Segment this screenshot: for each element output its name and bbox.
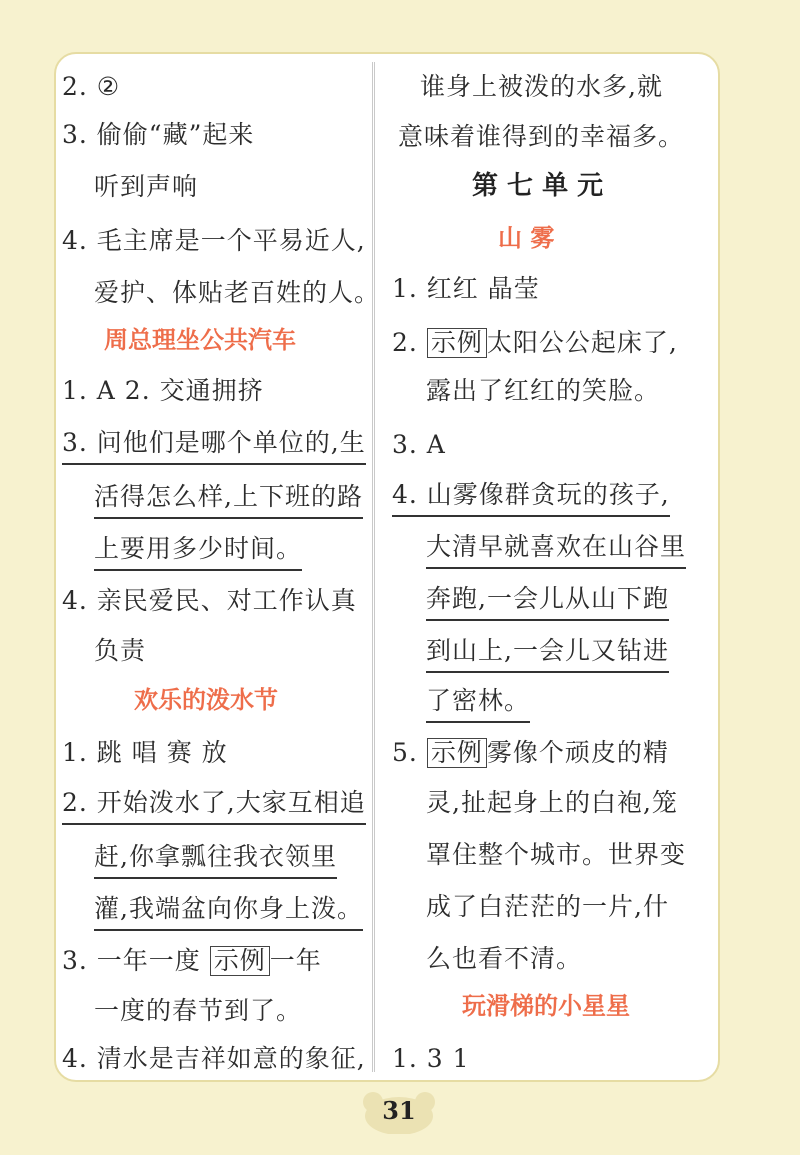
unit-title: 第 七 单 元 [472,171,604,201]
answer-line: 1. 3 1 [392,1044,470,1073]
answer-line [392,736,669,770]
page-number: 31 [382,1096,416,1125]
answer-line-underlined: 灌,我端盆向你身上泼。 [94,892,363,931]
section-title: 欢乐的泼水节 [134,686,278,714]
answer-line: 1. 红红 晶莹 [392,274,540,303]
answer-line: 么也看不清。 [426,944,583,973]
answer-text: 3. 一年一度 [62,946,210,975]
answer-line-underlined: 大清早就喜欢在山谷里 [426,530,686,569]
answer-line: 听到声响 [94,172,199,201]
answer-line: 意味着谁得到的幸福多。 [398,122,685,151]
answer-line: 4. 清水是吉祥如意的象征, [62,1044,366,1073]
example-box: 示例 [427,738,487,768]
answer-line: 成了白茫茫的一片,什 [426,892,669,921]
section-title: 周总理坐公共汽车 [104,326,296,354]
answer-line [392,326,678,360]
answer-line-underlined: 4. 山雾像群贪玩的孩子, [392,478,670,517]
answer-line-underlined: 赶,你拿瓢往我衣领里 [94,840,337,879]
answer-text: 雾像个顽皮的精 [486,738,669,767]
answer-line-underlined: 奔跑,一会儿从山下跑 [426,582,669,621]
answer-text: 太阳公公起床了, [486,328,678,357]
answer-line: 一度的春节到了。 [94,996,303,1025]
answer-line: 3. 偷偷“藏”起来 [62,120,255,149]
answer-line-underlined: 2. 开始泼水了,大家互相追 [62,786,366,825]
answer-line: 露出了红红的笑脸。 [426,376,661,405]
answer-line: 4. 毛主席是一个平易近人, [62,226,366,255]
answer-text: 一年 [269,946,322,975]
answer-line-underlined: 了密林。 [426,684,530,723]
answer-line: 罩住整个城市。世界变 [426,840,687,869]
column-divider [372,62,375,1072]
answer-line: 谁身上被泼的水多,就 [420,72,663,101]
answer-text: 5. [392,738,427,767]
answer-line-underlined: 上要用多少时间。 [94,532,302,571]
answer-text: 2. [392,328,427,357]
example-box: 示例 [210,946,270,976]
answer-line: 4. 亲民爱民、对工作认真 [62,586,357,615]
answer-line: 负责 [94,636,147,665]
answer-line: 1. 跳 唱 赛 放 [62,738,228,767]
answer-line: 1. A 2. 交通拥挤 [62,376,264,405]
page-number-badge [357,1090,441,1134]
answer-line: 3. A [392,430,446,459]
answer-line: 爱护、体贴老百姓的人。 [94,278,381,307]
answer-line: 灵,扯起身上的白袍,笼 [426,788,678,817]
example-box: 示例 [427,328,487,358]
answer-line-underlined: 活得怎么样,上下班的路 [94,480,363,519]
answer-line [62,944,322,978]
section-title: 山 雾 [498,224,555,252]
answer-line-underlined: 3. 问他们是哪个单位的,生 [62,426,366,465]
section-title: 玩滑梯的小星星 [462,992,630,1020]
answer-line: 2. ② [62,72,121,101]
answer-line-underlined: 到山上,一会儿又钻进 [426,634,669,673]
